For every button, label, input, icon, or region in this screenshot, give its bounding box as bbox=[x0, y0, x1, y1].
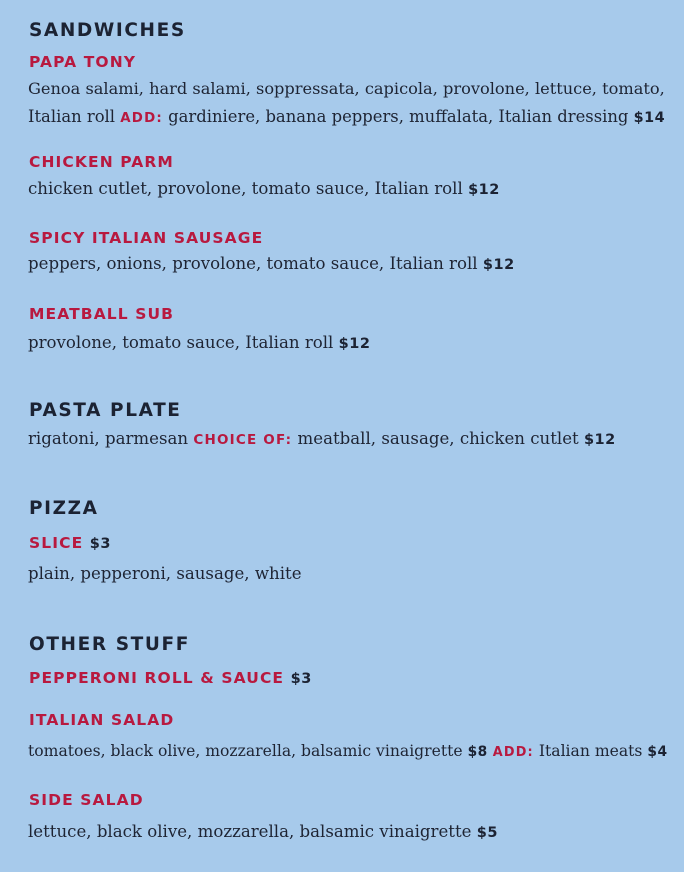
item-name-papa-tony: PAPA TONY bbox=[29, 53, 137, 71]
item-price-side-salad: $5 bbox=[476, 825, 498, 841]
item-desc-slice: plain, pepperoni, sausage, white bbox=[28, 564, 302, 583]
add-label: ADD: bbox=[120, 111, 163, 126]
item-desc-meatball-sub bbox=[28, 333, 370, 352]
item-name-slice bbox=[29, 534, 111, 552]
pasta-desc-text: rigatoni, parmesan bbox=[28, 429, 189, 448]
item-desc-papa-tony-line2 bbox=[28, 107, 665, 126]
slice-name-text: SLICE bbox=[29, 534, 84, 552]
papa-tony-roll-text: Italian roll bbox=[28, 107, 116, 126]
item-price-pasta-plate: $12 bbox=[583, 432, 616, 448]
item-desc-papa-tony-line1: Genoa salami, hard salami, soppressata, capicola, provolone, lettuce, tomato, bbox=[28, 79, 665, 98]
item-price-meatball-sub: $12 bbox=[338, 336, 371, 352]
section-title-other-stuff: OTHER STUFF bbox=[29, 634, 190, 655]
section-title-sandwiches: SANDWICHES bbox=[29, 20, 186, 41]
meatball-sub-desc-text: provolone, tomato sauce, Italian roll bbox=[28, 333, 334, 352]
spicy-sausage-desc-text: peppers, onions, provolone, tomato sauce, Italian roll bbox=[28, 254, 478, 273]
item-price-spicy-italian-sausage: $12 bbox=[482, 257, 515, 273]
item-desc-italian-salad bbox=[28, 742, 668, 760]
add-price-italian-meats: $4 bbox=[647, 744, 668, 760]
item-price-pepperoni-roll: $3 bbox=[290, 671, 312, 687]
item-name-italian-salad: ITALIAN SALAD bbox=[29, 711, 175, 729]
item-name-side-salad: SIDE SALAD bbox=[29, 791, 144, 809]
section-title-pasta-plate: PASTA PLATE bbox=[29, 400, 182, 421]
italian-salad-desc-text: tomatoes, black olive, mozzarella, balsamic vinaigrette bbox=[28, 742, 463, 760]
item-desc-spicy-italian-sausage bbox=[28, 254, 515, 273]
pepperoni-roll-name-text: PEPPERONI ROLL & SAUCE bbox=[29, 669, 285, 687]
item-name-chicken-parm: CHICKEN PARM bbox=[29, 153, 174, 171]
item-price-papa-tony: $14 bbox=[633, 110, 666, 126]
chicken-parm-desc-text: chicken cutlet, provolone, tomato sauce, Italian roll bbox=[28, 179, 463, 198]
item-name-spicy-italian-sausage: SPICY ITALIAN SAUSAGE bbox=[29, 229, 264, 247]
item-name-meatball-sub: MEATBALL SUB bbox=[29, 305, 175, 323]
item-price-chicken-parm: $12 bbox=[468, 182, 500, 198]
item-desc-side-salad bbox=[28, 822, 498, 841]
section-title-pizza: PIZZA bbox=[29, 498, 99, 519]
choice-options-text: meatball, sausage, chicken cutlet bbox=[297, 429, 579, 448]
add-option-text: Italian meats bbox=[538, 742, 643, 760]
add-label: ADD: bbox=[492, 745, 534, 760]
item-desc-pasta-plate bbox=[28, 429, 616, 448]
side-salad-desc-text: lettuce, black olive, mozzarella, balsamic vinaigrette bbox=[28, 822, 472, 841]
item-price-slice: $3 bbox=[89, 536, 111, 552]
item-desc-chicken-parm bbox=[28, 179, 500, 198]
add-options-text: gardiniere, banana peppers, muffalata, Italian dressing bbox=[168, 107, 629, 126]
item-name-pepperoni-roll bbox=[29, 669, 312, 687]
item-price-italian-salad: $8 bbox=[467, 744, 488, 760]
choice-of-label: CHOICE OF: bbox=[193, 432, 293, 448]
